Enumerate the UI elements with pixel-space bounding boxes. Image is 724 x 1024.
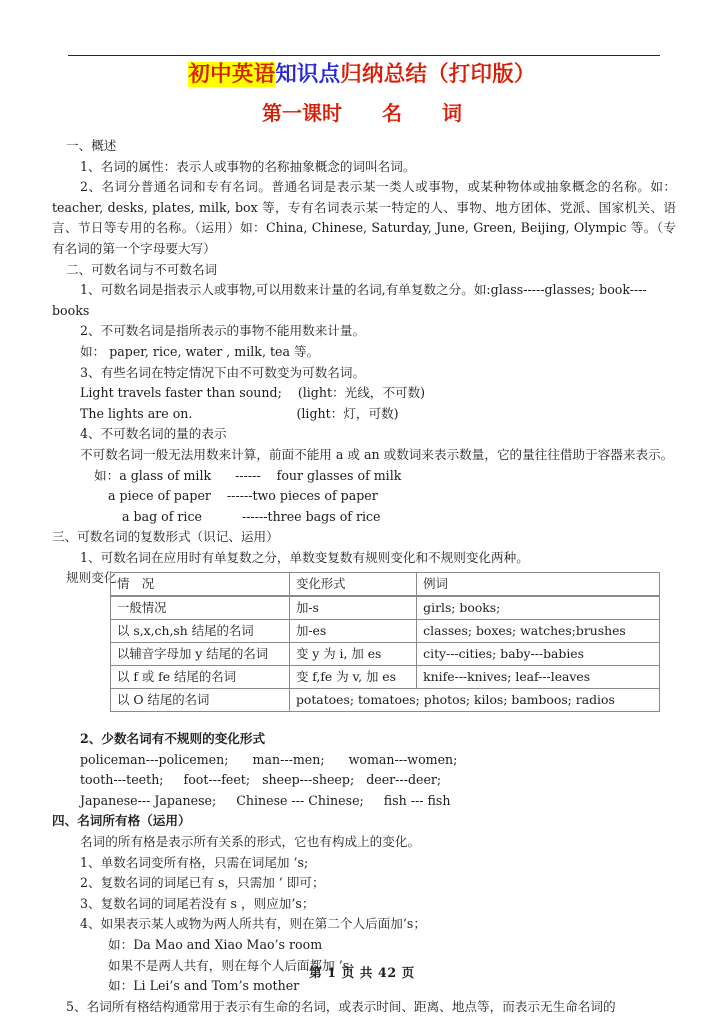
section-2-item-1: 1、可数名词是指表示人或事物,可以用数来计量的名词,有单复数之分。如:glass-----glasses; book----books (52, 282, 647, 318)
section-2-item-4-example-3: a bag of rice ------three bags of rice (122, 508, 381, 524)
irregular-plural-line-2: tooth---teeth; foot---feet; sheep---sheep; deer---deer; (80, 772, 442, 788)
table-row (111, 666, 660, 689)
section-3-item-1: 1、可数名词在应用时有单复数之分，单数变复数有规则变化和不规则变化两种。 (80, 549, 529, 565)
table-row (111, 643, 660, 666)
plural-rules-table (110, 572, 660, 712)
cell-change: 变 y 为 i, 加 es (289, 643, 416, 666)
section-4-item-1: 1、单数名词变所有格，只需在词尾加 ’s; (80, 854, 309, 870)
section-2-item-2-example: 如： paper, rice, water , milk, tea 等。 (80, 343, 320, 359)
section-2-item-4-example-1: 如：a glass of milk ------ four glasses of milk (94, 467, 402, 483)
section-2-item-4-example-2: a piece of paper ------two pieces of paper (108, 488, 378, 504)
cell-situation: 一般情况 (111, 596, 290, 620)
cell-situation: 以 O 结尾的名词 (111, 689, 290, 712)
table-row-merged (111, 689, 660, 712)
cell-change: 加-es (289, 620, 416, 643)
title-part-red: 归纳总结（打印版） (340, 62, 536, 87)
section-2-item-2: 2、不可数名词是指所表示的事物不能用数来计量。 (80, 323, 366, 339)
header-rule (68, 55, 660, 56)
section-2-heading: 二、可数名词与不可数名词 (66, 261, 218, 277)
section-2-item-3-example-2: The lights are on. (light：灯，可数) (80, 405, 399, 421)
section-1-heading: 一、概述 (66, 138, 117, 153)
cell-examples: girls; books; (417, 596, 660, 620)
cell-situation: 以辅音字母加 y 结尾的名词 (111, 643, 290, 666)
table-header-row (111, 573, 660, 597)
section-4-item-3: 3、复数名词的词尾若没有 s ，则应加’s； (80, 895, 315, 911)
cell-change: 变 f,fe 为 v, 加 es (289, 666, 416, 689)
section-3-heading: 三、可数名词的复数形式（识记、运用） (52, 529, 279, 545)
section-4-item-5: 5、名词所有格结构通常用于表示有生命的名词，或表示时间、距离、地点等，而表示无生命名词的 (66, 998, 616, 1014)
cell-examples: knife---knives; leaf---leaves (417, 666, 660, 689)
section-2-item-3: 3、有些名词在特定情况下由不可数变为可数名词。 (80, 364, 366, 380)
page-subtitle: 第一课时 名 词 (262, 101, 462, 125)
cell-merged-examples: potatoes; tomatoes; photos; kilos; bamboos; radios (289, 689, 659, 712)
irregular-plural-line-3: Japanese--- Japanese; Chinese --- Chinese; fish --- fish (80, 792, 451, 808)
section-2-item-4-description: 不可数名词一般无法用数来计算，前面不能用 a 或 an 或数词来表示数量，它的量往往借助于容器来表示。 (80, 446, 674, 462)
table-row (111, 620, 660, 643)
section-4-item-4-example-2: 如：Li Lei’s and Tom’s mother (108, 978, 300, 994)
cell-examples: city---cities; baby---babies (417, 643, 660, 666)
page-footer: 第 1 页 共 42 页 (309, 965, 415, 980)
page-title (0, 60, 724, 90)
section-4-item-4: 4、如果表示某人或物为两人所共有，则在第二个人后面加’s； (80, 916, 426, 932)
cell-change: 加-s (289, 596, 416, 620)
section-3-item-2: 2、少数名词有不规则的变化形式 (80, 731, 266, 747)
table-header-situation: 情 况 (111, 573, 290, 597)
cell-examples: classes; boxes; watches;brushes (417, 620, 660, 643)
table-header-examples: 例词 (417, 573, 660, 597)
table-header-change: 变化形式 (289, 573, 416, 597)
table-row (111, 596, 660, 620)
cell-situation: 以 f 或 fe 结尾的名词 (111, 666, 290, 689)
section-2-item-4: 4、不可数名词的量的表示 (80, 426, 227, 442)
title-part-blue: 知识点 (275, 62, 341, 87)
section-4-item-4-note: 如果不是两人共有，则在每个人后面都加 ’s; (108, 957, 354, 973)
section-1-item-2: 2、名词分普通名词和专有名词。普通名词是表示某一类人或事物，或某种物体或抽象概念的名称。如：teacher, desks, plates, milk, box 等，专有名词表示某一特定的人、事物、地方团体、党派、国家机关、语言、节日等专用的名称。（运用）如：China, Chinese, Saturday, June, Green, Beijing, Olympic 等。（专有名词的第一个字母要大写） (52, 179, 676, 256)
section-1-item-1: 1、名词的属性：表示人或事物的名称抽象概念的词叫名词。 (80, 158, 416, 174)
section-4-item-2: 2、复数名词的词尾已有 s，只需加 ’ 即可； (80, 875, 325, 891)
table-caption: 规则变化 (66, 570, 117, 586)
cell-situation: 以 s,x,ch,sh 结尾的名词 (111, 620, 290, 643)
section-4-item-4-example-1: 如：Da Mao and Xiao Mao’s room (108, 937, 323, 952)
irregular-plural-line-1: policeman---policemen; man---men; woman---women; (80, 751, 458, 767)
section-4-description: 名词的所有格是表示所有关系的形式，它也有构成上的变化。 (80, 834, 421, 850)
title-part-highlighted: 初中英语 (188, 62, 276, 87)
section-4-heading: 四、名词所有格（运用） (52, 813, 191, 829)
plural-rules-table-wrapper (110, 572, 660, 712)
section-2-item-3-example-1: Light travels faster than sound; (light：光线，不可数) (80, 385, 426, 401)
